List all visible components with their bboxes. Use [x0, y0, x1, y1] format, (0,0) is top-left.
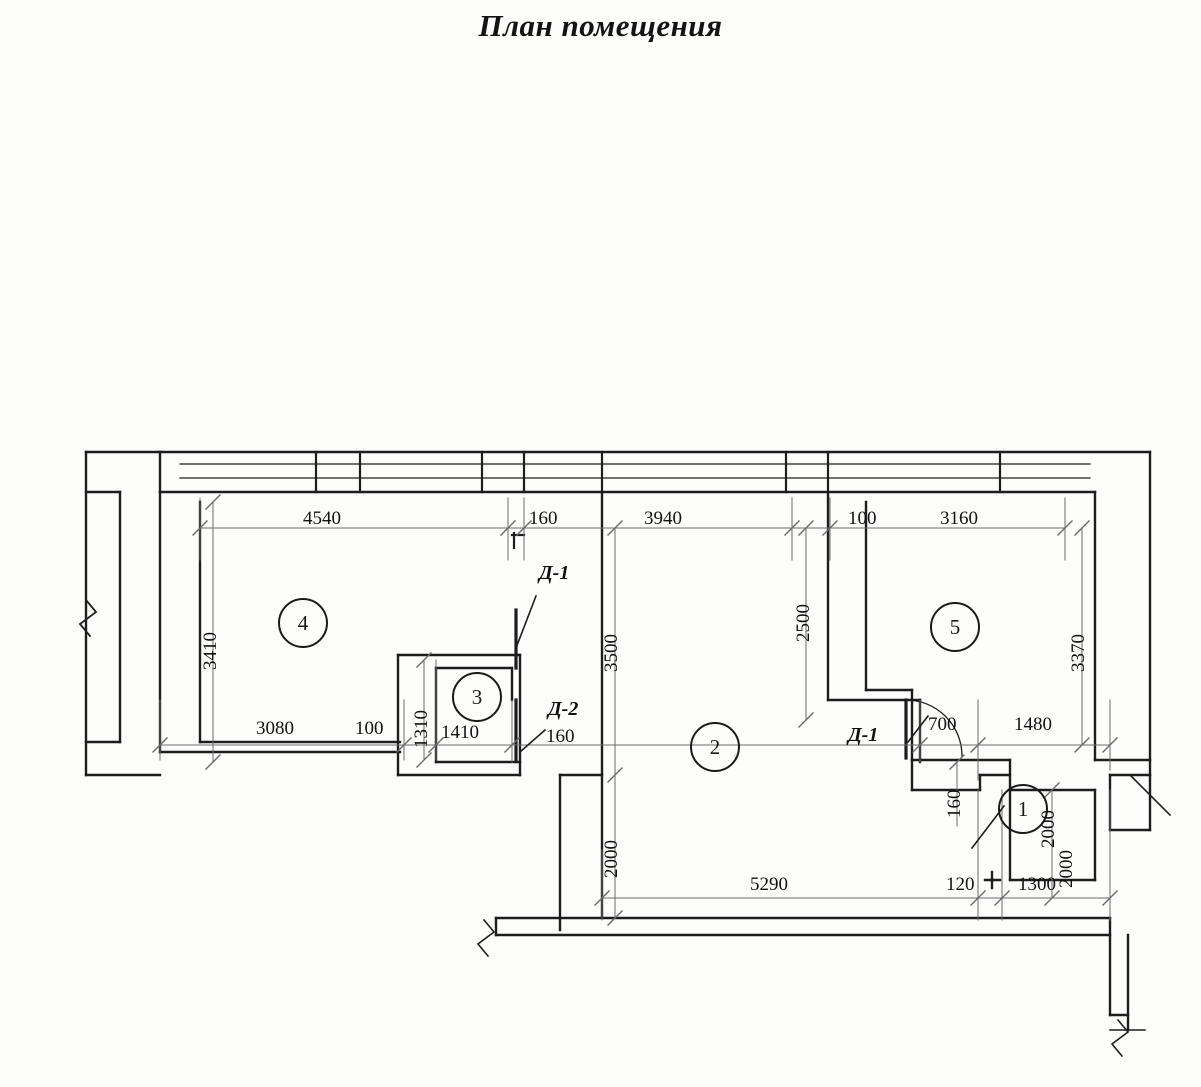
- dimension-bottom-1300: 1300: [1018, 874, 1056, 895]
- dimension-mid-700: 700: [928, 714, 957, 735]
- room-number-4: 4: [278, 598, 328, 648]
- dimension-mid-100: 100: [355, 718, 384, 739]
- dimension-bottom-120: 120: [946, 874, 975, 895]
- dimension-top-4540: 4540: [303, 508, 341, 529]
- room-number-5: 5: [930, 602, 980, 652]
- dimension-top-100: 100: [848, 508, 877, 529]
- room-number-2: 2: [690, 722, 740, 772]
- room-number-1: 1: [998, 784, 1048, 834]
- dimension-vert-2000-a: 2000: [1038, 810, 1059, 848]
- dimension-mid-1410: 1410: [441, 722, 479, 743]
- dimension-mid-3080: 3080: [256, 718, 294, 739]
- dimension-mid-160: 160: [546, 726, 575, 747]
- door-label-d1-top: Д-1: [539, 562, 570, 584]
- page-title: План помещения: [478, 8, 723, 43]
- dimension-vert-2000: 2000: [601, 840, 622, 878]
- dimension-vert-2500: 2500: [793, 604, 814, 642]
- dimension-vert-3410: 3410: [200, 632, 221, 670]
- dimension-vert-3500: 3500: [601, 634, 622, 672]
- door-label-d1-right: Д-1: [848, 724, 879, 746]
- door-label-d2: Д-2: [548, 698, 579, 720]
- room-number-3: 3: [452, 672, 502, 722]
- dimension-top-3160: 3160: [940, 508, 978, 529]
- dimension-top-3940: 3940: [644, 508, 682, 529]
- dimension-vert-1310: 1310: [411, 710, 432, 748]
- dimension-vert-2000-b: 2000: [1056, 850, 1077, 888]
- dimension-vert-160: 160: [944, 789, 965, 818]
- dimension-vert-3370: 3370: [1068, 634, 1089, 672]
- dimension-top-160: 160: [529, 508, 558, 529]
- dimension-bottom-5290: 5290: [750, 874, 788, 895]
- dimension-mid-1480: 1480: [1014, 714, 1052, 735]
